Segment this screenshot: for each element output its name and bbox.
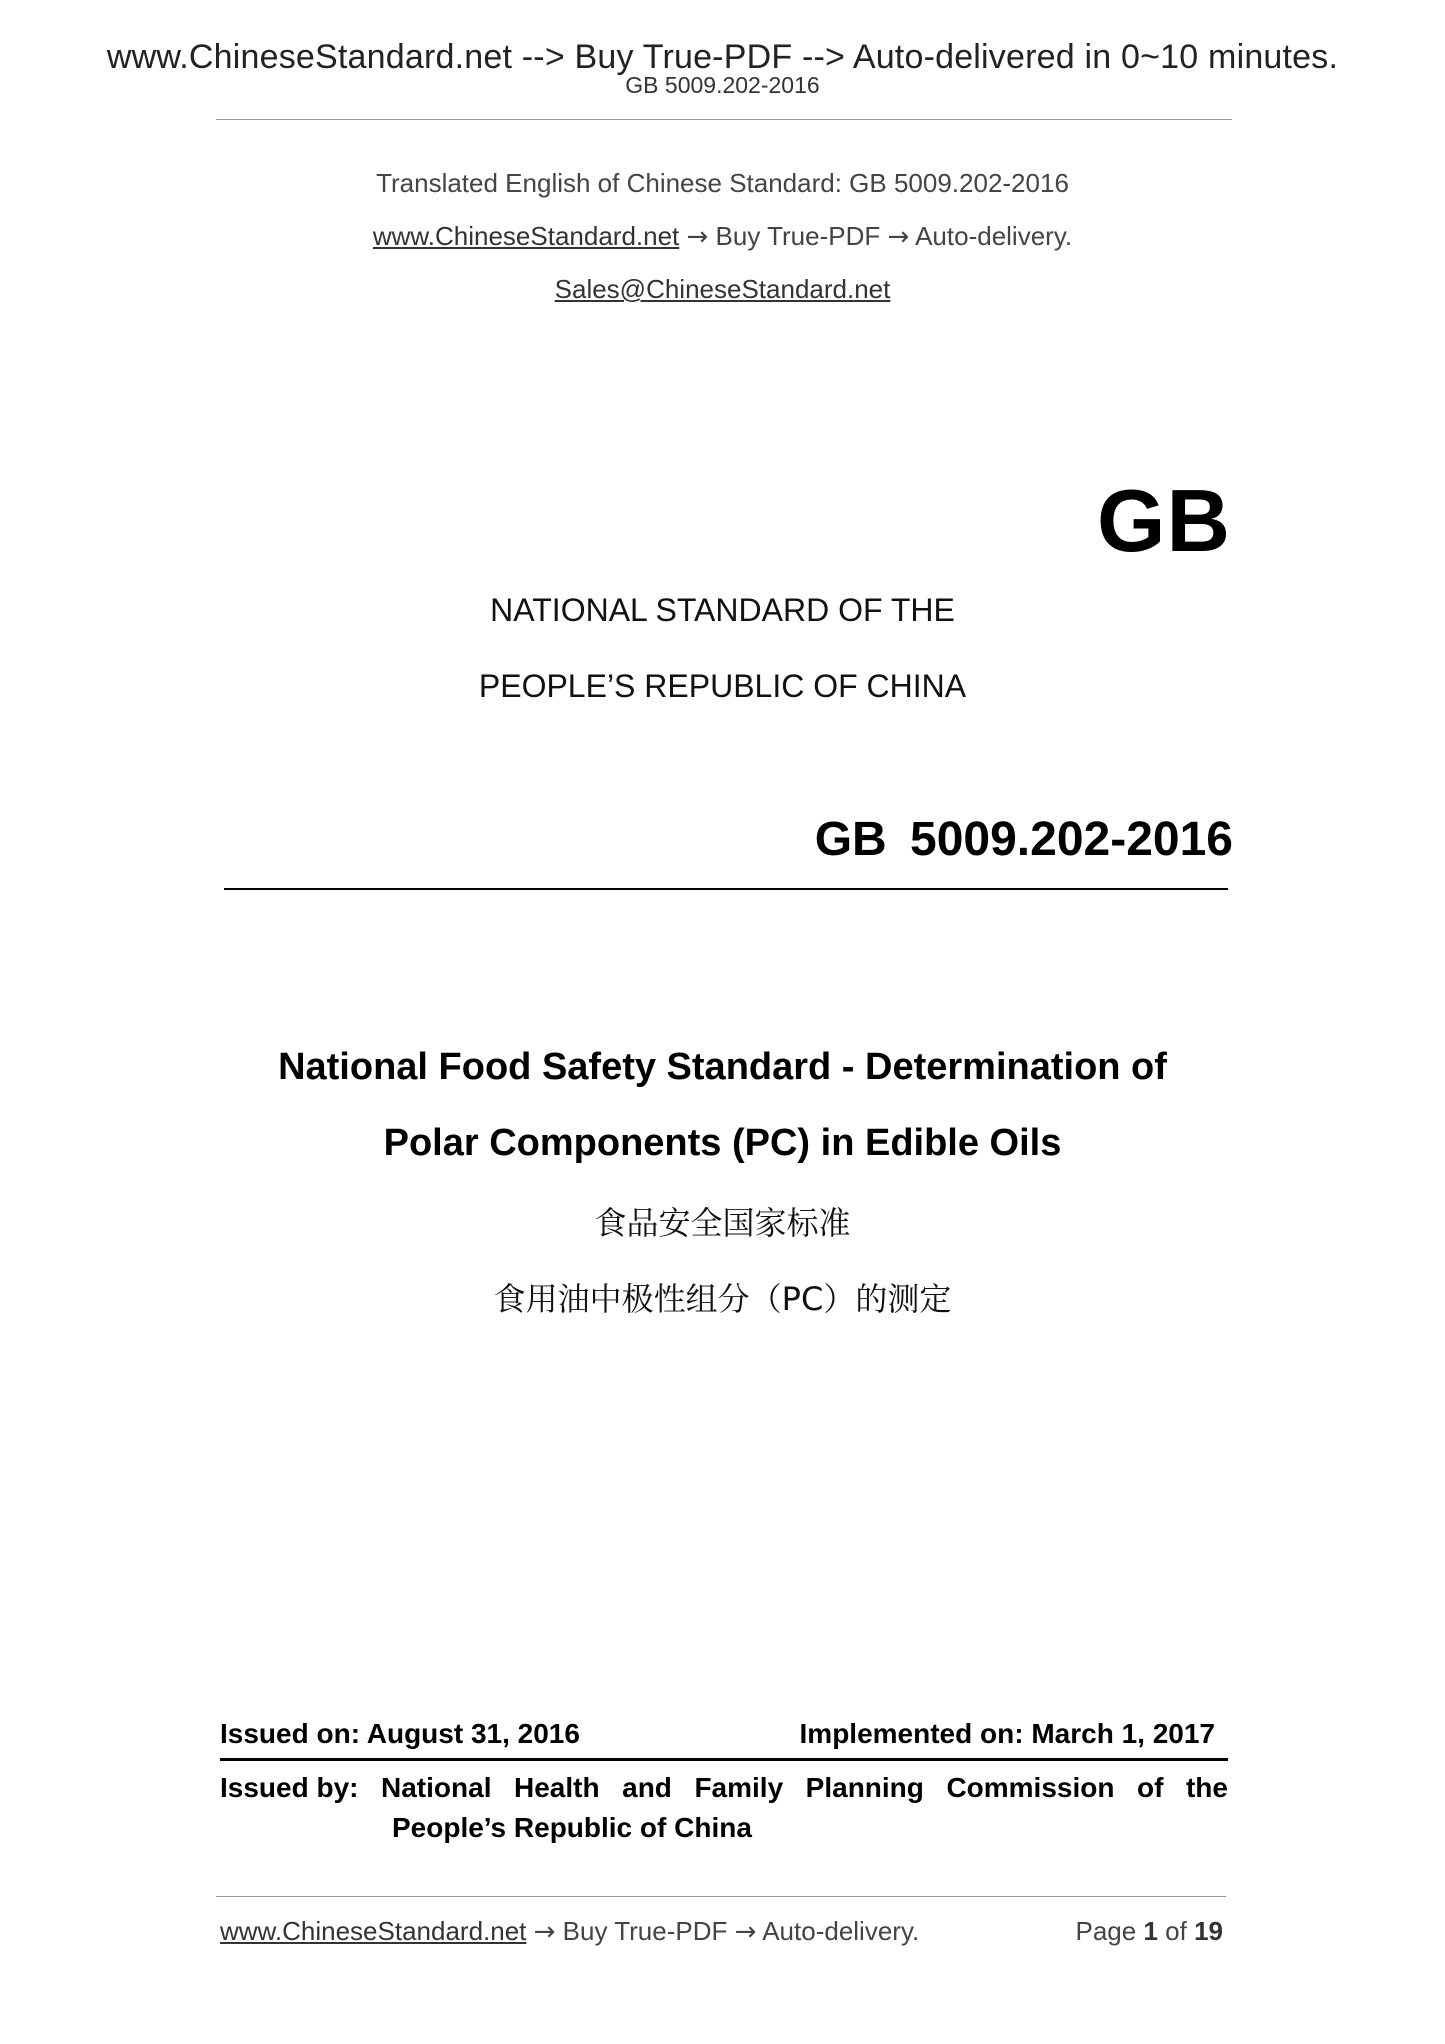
arrow-right-icon: →: [686, 222, 709, 252]
footer-site-link[interactable]: www.ChineseStandard.net: [220, 1916, 527, 1946]
issuer-word: Planning: [805, 1772, 924, 1803]
arrow-right-icon: →: [734, 1917, 757, 1947]
issuer-word: Family: [694, 1772, 784, 1803]
footer-delivery-text: Auto-delivery.: [762, 1916, 920, 1946]
issued-on-date: Issued on: August 31, 2016: [220, 1718, 580, 1749]
arrow-right-icon: →: [887, 222, 910, 252]
title-chinese-line1: 食品安全国家标准: [594, 1204, 851, 1242]
delivery-text: Auto-delivery.: [915, 221, 1073, 251]
top-banner: www.ChineseStandard.net --> Buy True-PDF --> Auto-delivered in 0~10 minutes.: [106, 38, 1339, 76]
translated-notice: Translated English of Chinese Standard: GB 5009.202-2016: [376, 168, 1069, 198]
issuer-word: the: [1185, 1772, 1228, 1803]
of-label: of: [1165, 1916, 1187, 1946]
arrow-right-icon: →: [533, 1917, 556, 1947]
page-label: Page: [1075, 1916, 1137, 1946]
national-standard-line1: NATIONAL STANDARD OF THE: [490, 592, 955, 628]
implemented-on-date: Implemented on: March 1, 2017: [799, 1718, 1215, 1749]
page-current: 1: [1143, 1916, 1158, 1946]
header-standard-code: GB 5009.202-2016: [625, 72, 820, 98]
buy-text: Buy True-PDF: [715, 221, 881, 251]
email-line: [0, 274, 1445, 305]
issued-by-block: [220, 1768, 1228, 1848]
gb-mark: GB: [1097, 471, 1231, 570]
footer-divider: [216, 1896, 1226, 1897]
standard-code: GB 5009.202-2016: [814, 813, 1233, 866]
site-link[interactable]: www.ChineseStandard.net: [372, 221, 680, 251]
issued-by-line2: People’s Republic of China: [392, 1812, 752, 1843]
issued-by-line1: [220, 1768, 1228, 1808]
issued-by-label: Issued by:: [220, 1772, 359, 1803]
title-english-line1: National Food Safety Standard - Determination of: [278, 1046, 1167, 1088]
footer-buy-text: Buy True-PDF: [562, 1916, 728, 1946]
email-link[interactable]: Sales@ChineseStandard.net: [554, 274, 891, 304]
issuer-word: and: [622, 1772, 672, 1803]
footer-purchase-line: [220, 1916, 919, 1947]
header-divider: [216, 119, 1232, 120]
issue-divider: [220, 1758, 1228, 1761]
title-english-line2: Polar Components (PC) in Edible Oils: [383, 1122, 1062, 1164]
issuer-word: of: [1137, 1772, 1164, 1803]
issuer-word: Commission: [946, 1772, 1115, 1803]
issuer-word: Health: [514, 1772, 600, 1803]
issuer-word: National: [381, 1772, 492, 1803]
page-total: 19: [1194, 1916, 1223, 1946]
page-indicator: [1075, 1916, 1223, 1947]
code-divider: [224, 888, 1228, 890]
purchase-line: [0, 221, 1445, 252]
national-standard-line2: PEOPLE’S REPUBLIC OF CHINA: [478, 668, 967, 704]
title-chinese-line2: 食用油中极性组分（PC）的测定: [493, 1280, 952, 1318]
